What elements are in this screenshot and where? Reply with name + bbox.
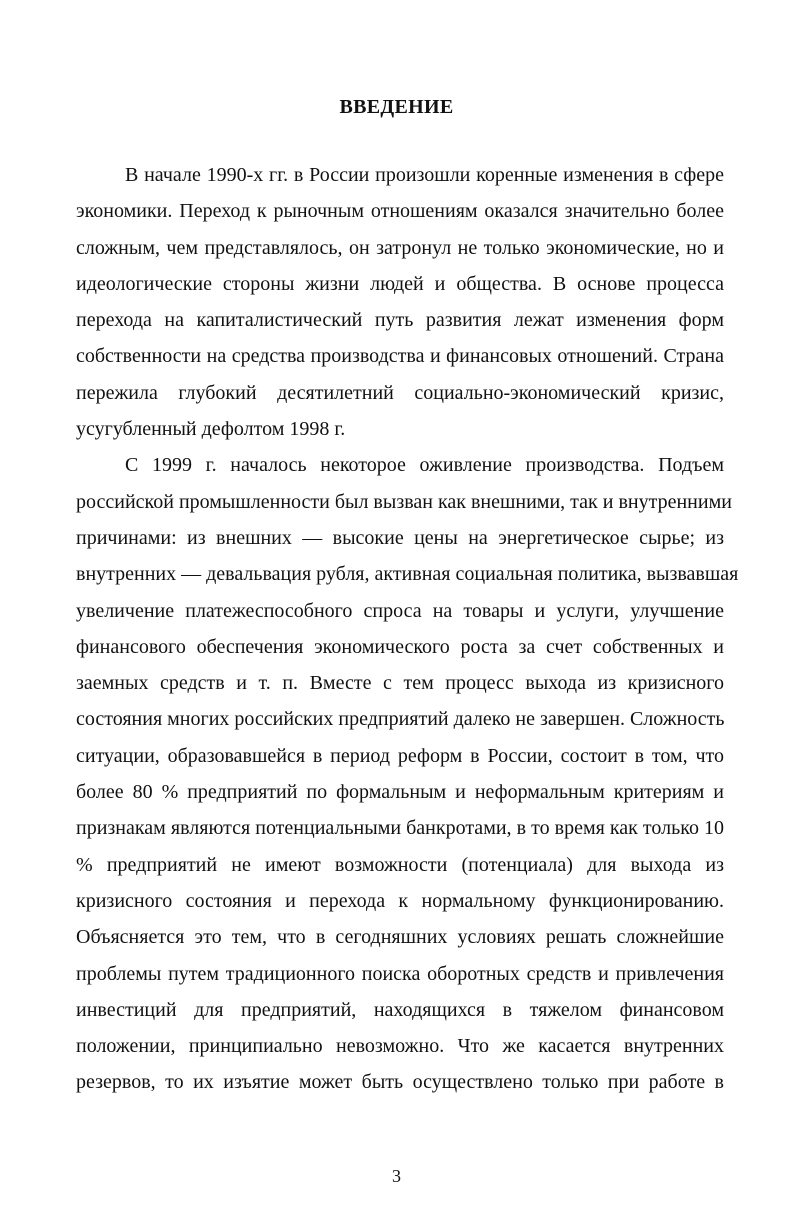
text-line: признакам являются потенциальными банкротами, в то время как только 10: [76, 817, 724, 840]
text-line: внутренних — девальвация рубля, активная социальная политика, вызвавшая: [76, 563, 739, 586]
text-line: российской промышленности был вызван как внешними, так и внутренними: [76, 490, 732, 513]
text-line: пережила глубокий десятилетний социально-экономический кризис,: [76, 381, 724, 404]
text-line: причинами: из внешних — высокие цены на энергетическое сырье; из: [76, 526, 724, 549]
text-line: резервов, то их изъятие может быть осуществлено только при работе в: [76, 1071, 724, 1094]
text-line: усугубленный дефолтом 1998 г.: [76, 418, 346, 441]
text-line: положении, принципиально невозможно. Что же касается внутренних: [76, 1035, 724, 1058]
page-number: 3: [392, 1166, 401, 1186]
text-line: собственности на средства производства и финансовых отношений. Страна: [76, 345, 724, 368]
text-line: идеологические стороны жизни людей и общества. В основе процесса: [76, 272, 724, 295]
text-line: проблемы путем традиционного поиска оборотных средств и привлечения: [76, 962, 724, 985]
text-line: перехода на капиталистический путь развития лежат изменения форм: [76, 309, 724, 332]
text-line: С 1999 г. началось некоторое оживление производства. Подъем: [125, 454, 724, 477]
text-line: Объясняется это тем, что в сегодняшних условиях решать сложнейшие: [76, 926, 724, 949]
paragraph-1: [76, 157, 724, 447]
text-line: состояния многих российских предприятий далеко не завершен. Сложность: [76, 708, 725, 731]
text-line: % предприятий не имеют возможности (потенциала) для выхода из: [76, 853, 724, 876]
body-text: [76, 157, 739, 1101]
paragraph-2: [76, 447, 739, 1100]
text-line: инвестиций для предприятий, находящихся в тяжелом финансовом: [76, 998, 724, 1021]
text-line: увеличение платежеспособного спроса на товары и услуги, улучшение: [76, 599, 724, 622]
text-line: В начале 1990-х гг. в России произошли коренные изменения в сфере: [125, 164, 724, 186]
text-line: заемных средств и т. п. Вместе с тем процесс выхода из кризисного: [76, 672, 724, 695]
text-line: сложным, чем представлялось, он затронул не только экономические, но и: [76, 236, 724, 259]
text-line: более 80 % предприятий по формальным и неформальным критериям и: [76, 781, 724, 804]
text-line: финансового обеспечения экономического роста за счет собственных и: [76, 635, 724, 658]
text-line: кризисного состояния и перехода к нормальному функционированию.: [76, 889, 724, 912]
page-title: ВВЕДЕНИЕ: [339, 96, 454, 118]
text-line: ситуации, образовавшейся в период реформ в России, состоит в том, что: [76, 744, 724, 767]
text-line: экономики. Переход к рыночным отношениям оказался значительно более: [76, 200, 724, 223]
